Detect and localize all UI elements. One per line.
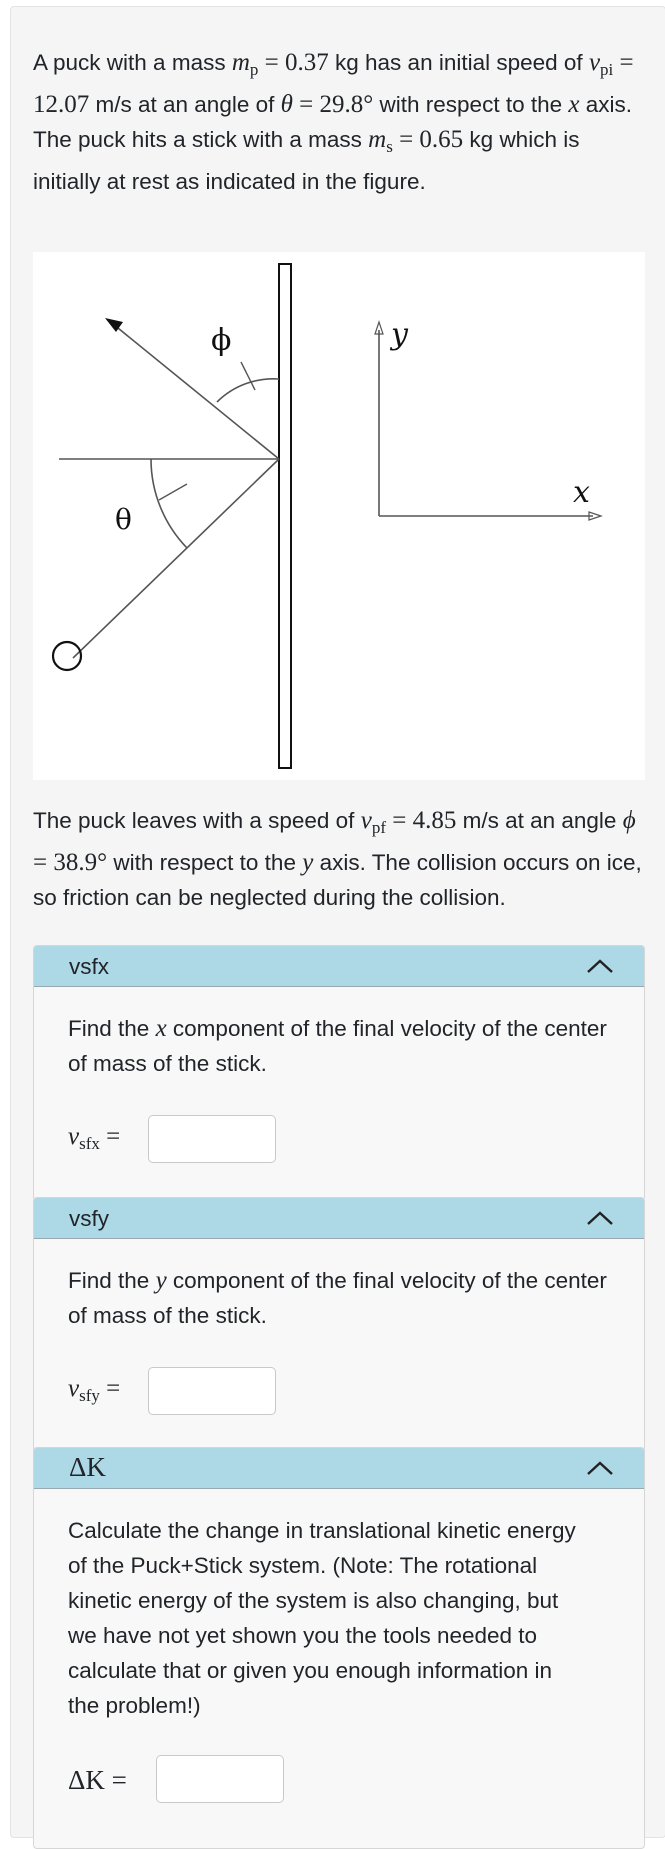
panel-vsfy — [33, 1197, 645, 1452]
chevron-up-icon[interactable] — [586, 958, 614, 974]
panel-vsfx-question: Find the x component of the final velocity of the center of mass of the stick. — [68, 1015, 607, 1076]
problem-card — [10, 6, 665, 1838]
y-axis-label: y — [391, 317, 408, 352]
stick — [279, 264, 291, 768]
theta-label: θ — [115, 503, 132, 536]
collision-figure — [33, 252, 645, 780]
panel-vsfx-header[interactable] — [34, 946, 644, 987]
phi-arc — [217, 379, 279, 402]
delta-k-label: ΔK = — [68, 1765, 127, 1795]
theta-tick — [159, 484, 187, 500]
x-axis-label: x — [573, 475, 590, 510]
panel-delta-k-header[interactable] — [34, 1448, 644, 1489]
vsfy-label: $v_{sfy}$ = — [68, 1375, 121, 1405]
phi-expression: ϕ = 38.9° — [33, 807, 636, 876]
problem-intro: A puck with a mass $m_p = 0.37$ kg has an initial speed of $v_{pi} = 12.07$ m/s at an angle of θ = 29.8° with respect to the x axis. The puck hits a stick with a mass $m_s = 0.65$ kg which is initially at rest as indicated in the figure. — [33, 49, 634, 194]
panel-vsfy-header[interactable] — [34, 1198, 644, 1239]
vsfx-input[interactable] — [148, 1115, 276, 1163]
ms-expression: $m_s = 0.65$ — [368, 126, 464, 156]
vpf-expression: $v_{pf} = 4.85$ — [360, 807, 457, 837]
vsfy-input[interactable] — [148, 1367, 276, 1415]
theta-expression: θ = 29.8° — [280, 91, 374, 118]
panel-vsfx — [33, 945, 645, 1201]
problem-after: The puck leaves with a speed of $v_{pf} = 4.85$ m/s at an angle ϕ = 38.9° with respect to the y axis. The collision occurs on ice, so friction can be neglected during the collision. — [33, 807, 642, 910]
vpi-expression: $v_{pi} = 12.07$ — [33, 49, 634, 118]
vsfx-label: $v_{sfx}$ = — [68, 1123, 121, 1153]
outgoing-path — [113, 324, 279, 459]
chevron-up-icon[interactable] — [586, 1210, 614, 1226]
delta-k-input[interactable] — [156, 1755, 284, 1803]
theta-arc — [151, 459, 187, 548]
phi-label: ϕ — [211, 323, 232, 358]
mp-expression: $m_p = 0.37$ — [231, 49, 329, 79]
phi-tick — [241, 362, 255, 390]
panel-vsfy-title: vsfy — [69, 1206, 110, 1231]
panel-delta-k-title: ΔK — [69, 1452, 106, 1482]
panel-vsfx-title: vsfx — [69, 954, 110, 979]
panel-delta-k-question: Calculate the change in translational kinetic energy of the Puck+Stick system. (Note: The rotational kinetic energy of the system is also changing, but we have not yet shown you the tools needed to calculate that or given you enough information in the problem!) — [68, 1518, 576, 1718]
puck — [53, 642, 81, 670]
collision-diagram — [33, 252, 645, 780]
chevron-up-icon[interactable] — [586, 1460, 614, 1476]
panel-vsfy-question: Find the y component of the final velocity of the center of mass of the stick. — [68, 1267, 607, 1328]
panel-delta-k — [33, 1447, 645, 1849]
incoming-path — [73, 459, 279, 658]
